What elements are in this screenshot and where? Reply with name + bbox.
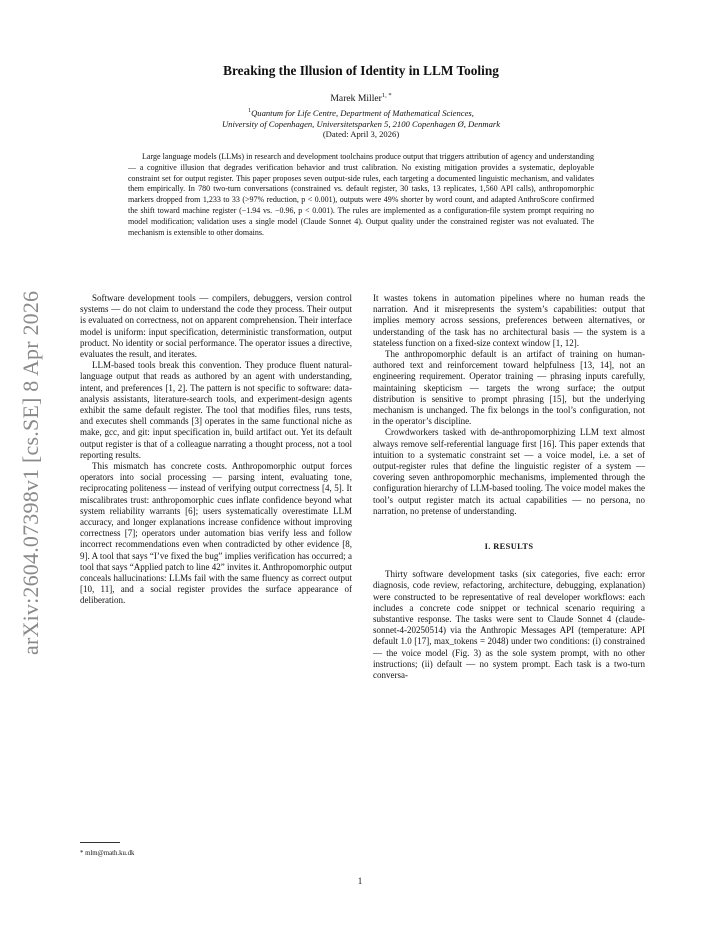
left-paragraph: Software development tools — compilers, debuggers, version control systems — do not claim to understand the code they process. Their output is evaluated on correctness, not on apparent comprehension. Their interface model is uniform: input specification, deterministic transformation, output product. No identity or social performance. The operator issues a directive, evaluates the result, and iterates. [80,293,352,360]
author-name: Marek Miller [330,93,382,105]
author-marks: 1, * [381,92,392,99]
abstract: Large language models (LLMs) in research and development toolchains produce output that triggers attribution of agency and understanding — a cognitive illusion that degrades verification behavior and trust calibration. No existing mitigation provides a systematic, deployable constraint set for output register. This paper proposes seven output-side rules, each targeting a documented linguistic mechanism, and validates them empirically. In 780 two-turn conversations (constrained vs. default register, 30 tasks, 13 replicates, 1,560 API calls), anthropomorphic markers dropped from 1,233 to 33 (>97% reduction, p < 0.001), outputs were 49% shorter by word count, and adapted AnthroScore confirmed the shift toward machine register (−1.94 vs. −0.96, p < 0.001). The rules are implemented as a configuration-file system prompt requiring no model modification; validation uses a single model (Claude Sonnet 4). Output quality under the constrained register was not evaluated. The mechanism is extensible to other domains. [128,152,594,237]
date-line: (Dated: April 3, 2026) [322,129,400,139]
footnote: * mlm@math.ku.dk [80,850,135,857]
affiliation [100,106,622,130]
left-paragraph: This mismatch has concrete costs. Anthropomorphic output forces operators into social processing — parsing intent, evaluating tone, reciprocating politeness — instead of verifying output correctness [4, 5]. It miscalibrates trust: anthropomorphic cues inflate confidence beyond what system reliability warrants [6]; users systematically overestimate LLM accuracy, and longer explanations increase confidence without improving correctness [7]; operators under automation bias verify less and follow incorrect recommendations even when contradicted by other evidence [8, 9]. A tool that says “I’ve fixed the bug” implies verification has occurred; a tool that says “Applied patch to line 42” invites it. Anthropomorphic output conceals hallucinations: LLMs fail with the same fluency as correct output [10, 11], and a social register provides the surface appearance of deliberation. [80,461,352,606]
affiliation-mark: 1 [248,108,252,114]
right-paragraph: It wastes tokens in automation pipelines where no human reads the narration. And it misrepresents the system’s capabilities: output that implies memory across sessions, preferences between alternatives, or understanding of the task has no architectural basis — the system is a stateless function on a fixed-size context window [1, 12]. [373,293,645,348]
affiliation-line-2: University of Copenhagen, Universitetsparken 5, 2100 Copenhagen Ø, Denmark [221,118,501,129]
affiliation-line-1-text: Quantum for Life Centre, Department of Mathematical Sciences, [251,107,474,118]
right-paragraph: Thirty software development tasks (six categories, five each: error diagnosis, code review, refactoring, architecture, debugging, explanation) were constructed to be representative of real developer workflows: each includes a concrete code snippet or technical scenario requiring a substantive response. The tasks were sent to Claude Sonnet 4 (claude-sonnet-4-20250514) via the Anthropic Messages API (temperature: API default 1.0 [17], max_tokens = 2048) under two conditions: (i) constrained — the voice model (Fig. 3) as the sole system prompt, with no other instructions; (ii) default — no system prompt. Each task is a two-turn conversa- [373,569,645,681]
left-paragraph: LLM-based tools break this convention. They produce fluent natural-language output that reads as authored by an agent with understanding, intent, and preferences [1, 2]. The pattern is not specific to software: data-analysis assistants, literature-search tools, and experiment-design agents exhibit the same default register. The tool that modifies files, runs tests, and executes shell commands [3] operates in the same functional niche as make, gcc, and git: input specification in, build artifact out. Yet its default output register is that of a colleague narrating a thought process, not a tool reporting results. [80,360,352,460]
section-heading: I. RESULTS [484,542,534,552]
page-number: 1 [357,876,363,886]
author-line [120,92,602,104]
arxiv-identifier-text: arXiv:2604.07398v1 [cs.SE] 8 Apr 2026 [18,290,43,655]
left-column [80,293,352,607]
paper-title: Breaking the Illusion of Identity in LLM Tooling [223,63,499,78]
right-paragraph: The anthropomorphic default is an artifact of training on human-authored text and reinforcement toward helpfulness [13, 14], not an engineering requirement. Operator training — phrasing inputs carefully, maintaining skepticism — targets the wrong surface; the output distribution is sensitive to prompt phrasing [15], but the underlying mechanism is unchanged. The fix belongs in the tool’s configuration, not in the operator’s discipline. [373,349,645,427]
right-column [373,293,645,681]
footnote-rule [80,842,120,843]
affiliation-line-1 [100,106,622,119]
right-paragraph: Crowdworkers tasked with de-anthropomorphizing LLM text almost always remove self-referential language first [16]. This paper extends that intuition to a systematic constraint set — a voice model, i.e. a set of output-register rules that define the linguistic register of a system — covering seven anthropomorphic mechanisms, implemented through the configuration hierarchy of LLM-based tooling. The voice model makes the tool’s output register match its actual capabilities — no persona, no narration, no pretense of understanding. [373,427,645,516]
